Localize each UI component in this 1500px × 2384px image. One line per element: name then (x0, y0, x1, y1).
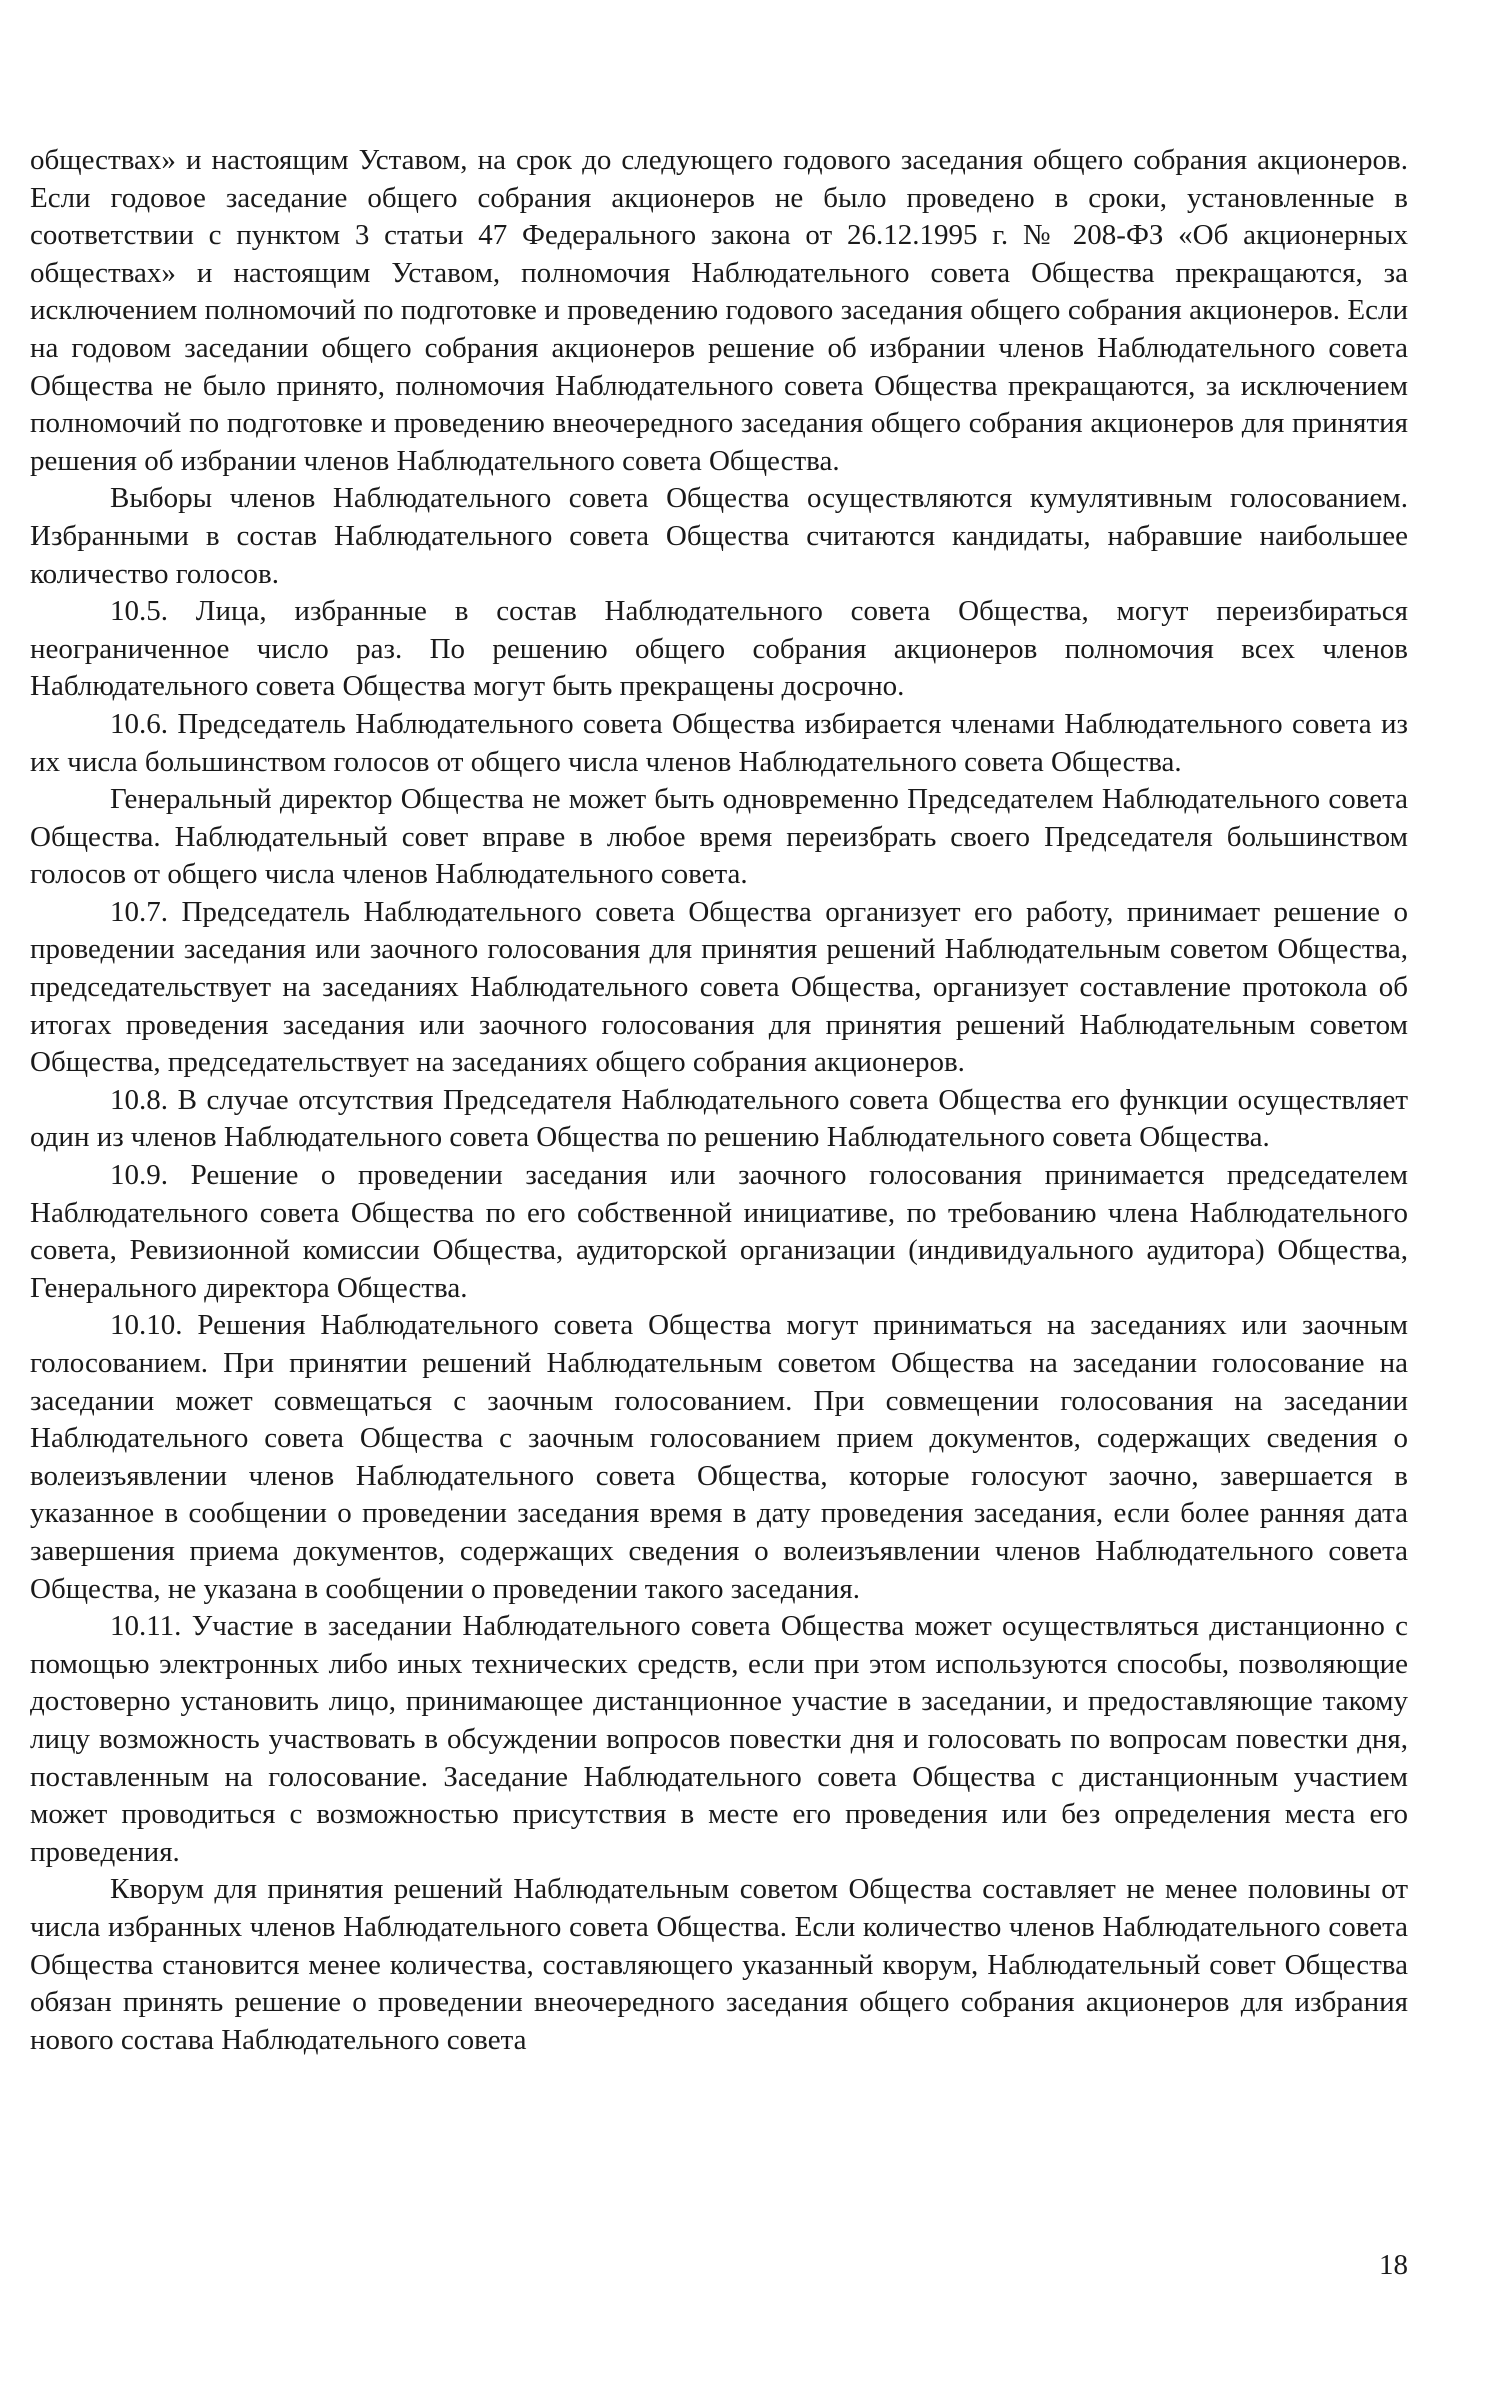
paragraph-general-director: Генеральный директор Общества не может быть одновременно Председателем Наблюдательного совета Общества. Наблюдательный совет вправе в любое время переизбрать своего Председателя большинством голосов от общего числа членов Наблюдательного совета. (30, 783, 1408, 891)
paragraph-continuation: обществах» и настоящим Уставом, на срок до следующего годового заседания общего собрания акционеров. Если годовое заседание общего собрания акционеров не было проведено в сроки, установленные в соответствии с пунктом 3 статьи 47 Федерального закона от 26.12.1995 г. № 208-ФЗ «Об акционерных обществах» и настоящим Уставом, полномочия Наблюдательного совета Общества прекращаются, за исключением полномочий по подготовке и проведению годового заседания общего собрания акционеров. Если на годовом заседании общего собрания акционеров решение об избрании членов Наблюдательного совета Общества не было принято, полномочия Наблюдательного совета Общества прекращаются, за исключением полномочий по подготовке и проведению внеочередного заседания общего собрания акционеров для принятия решения об избрании членов Наблюдательного совета Общества. (30, 144, 1408, 477)
paragraph-10-10: 10.10. Решения Наблюдательного совета Общества могут приниматься на заседаниях или заочным голосованием. При принятии решений Наблюдательным советом Общества на заседании голосование на заседании может совмещаться с заочным голосованием. При совмещении голосования на заседании Наблюдательного совета Общества с заочным голосованием прием документов, содержащих сведения о волеизъявлении членов Наблюдательного совета Общества, которые голосуют заочно, завершается в указанное в сообщении о проведении заседания время в дату проведения заседания, если более ранняя дата завершения приема документов, содержащих сведения о волеизъявлении членов Наблюдательного совета Общества, не указана в сообщении о проведении такого заседания. (30, 1309, 1408, 1605)
document-body (30, 142, 1408, 2059)
paragraph-quorum: Кворум для принятия решений Наблюдательным советом Общества составляет не менее половины от числа избранных членов Наблюдательного совета Общества. Если количество членов Наблюдательного совета Общества становится менее количества, составляющего указанный кворум, Наблюдательный совет Общества обязан принять решение о проведении внеочередного заседания общего собрания акционеров для избрания нового состава Наблюдательного совета (30, 1873, 1408, 2056)
paragraph-10-9: 10.9. Решение о проведении заседания или заочного голосования принимается председателем Наблюдательного совета Общества по его собственной инициативе, по требованию члена Наблюдательного совета, Ревизионной комиссии Общества, аудиторской организации (индивидуального аудитора) Общества, Генерального директора Общества. (30, 1159, 1408, 1304)
paragraph-10-6: 10.6. Председатель Наблюдательного совета Общества избирается членами Наблюдательного совета из их числа большинством голосов от общего числа членов Наблюдательного совета Общества. (30, 707, 1408, 778)
page-number: 18 (1379, 2249, 1408, 2281)
paragraph-10-5: 10.5. Лица, избранные в состав Наблюдательного совета Общества, могут переизбираться неограниченное число раз. По решению общего собрания акционеров полномочия всех членов Наблюдательного совета Общества могут быть прекращены досрочно. (30, 595, 1408, 703)
paragraph-elections: Выборы членов Наблюдательного совета Общества осуществляются кумулятивным голосованием. Избранными в состав Наблюдательного совета Общества считаются кандидаты, набравшие наибольшее количество голосов. (30, 482, 1408, 590)
paragraph-10-8: 10.8. В случае отсутствия Председателя Наблюдательного совета Общества его функции осуществляет один из членов Наблюдательного совета Общества по решению Наблюдательного совета Общества. (30, 1083, 1408, 1154)
paragraph-10-11: 10.11. Участие в заседании Наблюдательного совета Общества может осуществляться дистанционно с помощью электронных либо иных технических средств, если при этом используются способы, позволяющие достоверно установить лицо, принимающее дистанционное участие в заседании, и предоставляющие такому лицу возможность участвовать в обсуждении вопросов повестки дня и голосовать по вопросам повестки дня, поставленным на голосование. Заседание Наблюдательного совета Общества с дистанционным участием может проводиться с возможностью присутствия в месте его проведения или без определения места его проведения. (30, 1610, 1408, 1868)
paragraph-10-7: 10.7. Председатель Наблюдательного совета Общества организует его работу, принимает решение о проведении заседания или заочного голосования для принятия решений Наблюдательным советом Общества, председательствует на заседаниях Наблюдательного совета Общества, организует составление протокола об итогах проведения заседания или заочного голосования для принятия решений Наблюдательным советом Общества, председательствует на заседаниях общего собрания акционеров. (30, 895, 1408, 1079)
